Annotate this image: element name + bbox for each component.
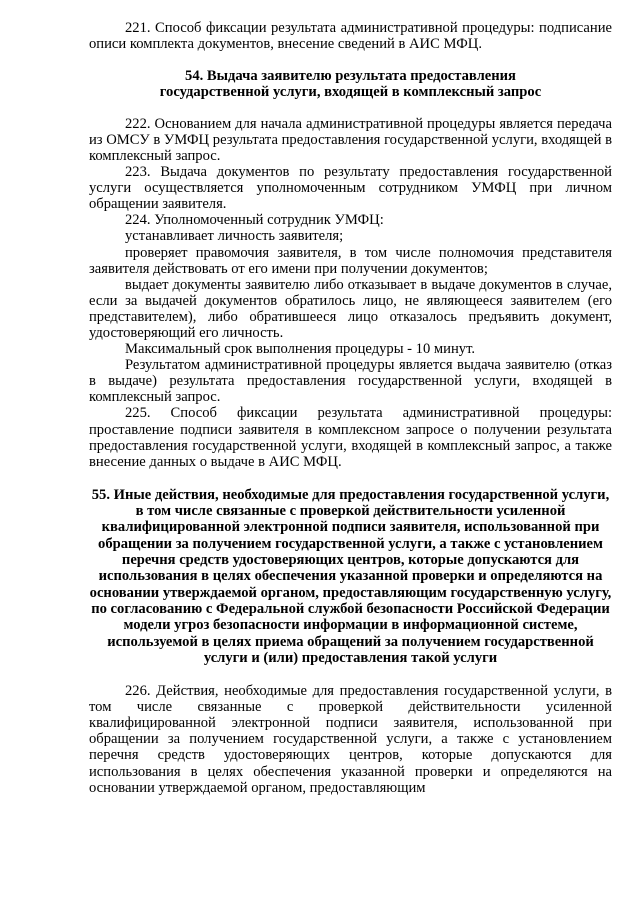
list-item: проверяет правомочия заявителя, в том числе полномочия представителя заявителя действовать от его имени при получении документов; — [89, 244, 612, 277]
paragraph-result: Результатом административной процедуры является выдача заявителю (отказ в выдаче) результата предоставления государственной услуги, входящей в комплексный запрос. — [89, 357, 612, 406]
paragraph-225: 225. Способ фиксации результата административной процедуры: проставление подписи заявителя в комплексном запросе о получении результата предоставления государственной услуги, входящей в комплексный запрос, а также внесение данных о выдаче в АИС МФЦ. — [89, 405, 612, 470]
paragraph-224: 224. Уполномоченный сотрудник УМФЦ: — [125, 212, 384, 229]
paragraph-term: Максимальный срок выполнения процедуры - 10 минут. — [125, 341, 475, 358]
list-item: устанавливает личность заявителя; — [125, 228, 344, 245]
list-item: выдает документы заявителю либо отказывает в выдаче документов в случае, если за выдачей документов обратилось лицо, не являющееся заявителем (его представителем), либо обратившееся лицо отказалось предъявить документ, удостоверяющий его личность. — [89, 276, 612, 341]
heading-line: обращении за получением государственной услуги, а также с установлением — [98, 535, 603, 552]
heading-line: 55. Иные действия, необходимые для предоставления государственной услуги, — [91, 486, 610, 503]
heading-line: используемой в целях приема обращений за получением государственной — [107, 633, 594, 650]
heading-line: 54. Выдача заявителю результата предоставления — [185, 68, 516, 85]
heading-line: использования в целях обеспечения указанной проверки и определяются на — [98, 568, 603, 585]
heading-line: основании утверждаемой органом, предоставляющим государственную услугу, — [89, 584, 612, 601]
paragraph-226: 226. Действия, необходимые для предоставления государственной услуги, в том числе связанные с проверкой действительности усиленной квалифицированной электронной подписи заявителя, использованной при обращении за получением государственной услуги, а также с установлением перечня средств удостоверяющих центров, которые допускаются для использования в целях обеспечения указанной проверки и определяются на основании утверждаемой органом, предоставляющим — [89, 683, 612, 796]
heading-line: в том числе связанные с проверкой действительности усиленной — [135, 503, 566, 520]
heading-line: по согласованию с Федеральной службой безопасности Российской Федерации — [91, 600, 610, 617]
heading-line: государственной услуги, входящей в комплексный запрос — [159, 84, 542, 101]
section-heading-55 — [89, 487, 612, 666]
heading-line: услуги и (или) предоставления такой услуги — [203, 649, 498, 666]
heading-line: модели угроз безопасности информации в информационной системе, — [123, 617, 578, 634]
section-heading-54 — [89, 68, 612, 101]
paragraph-221: 221. Способ фиксации результата административной процедуры: подписание описи комплекта документов, внесение сведений в АИС МФЦ. — [89, 20, 612, 53]
heading-line: перечня средств удостоверяющих центров, которые допускаются для — [121, 552, 580, 569]
paragraph-223: 223. Выдача документов по результату предоставления государственной услуги осуществляется уполномоченным сотрудником УМФЦ при личном обращении заявителя. — [89, 164, 612, 213]
heading-line: квалифицированной электронной подписи заявителя, использованной при — [101, 519, 600, 536]
paragraph-222: 222. Основанием для начала административной процедуры является передача из ОМСУ в УМФЦ результата предоставления государственной услуги, входящей в комплексный запрос. — [89, 115, 612, 164]
